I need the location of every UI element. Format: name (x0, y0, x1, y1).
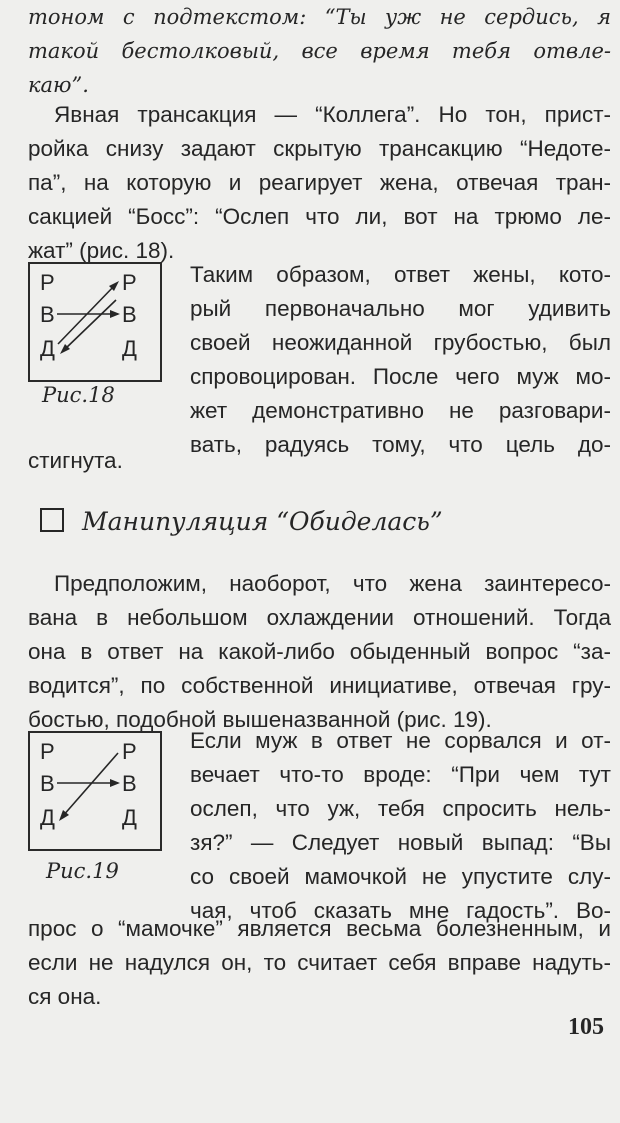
text-line: своей неожиданной грубостью, был (190, 330, 611, 355)
text-line: зя?” — Следует новый выпад: “Вы (190, 830, 611, 855)
fig18-right-v: В (122, 302, 137, 327)
fig19-right-v: В (122, 771, 137, 796)
text-line: прос о “мамочке” является весьма болезненным, и (28, 916, 611, 941)
text-line: Явная трансакция — “Коллега”. Но тон, прист- (54, 102, 611, 127)
text-line: бостью, подобной вышеназванной (рис. 19). (28, 707, 492, 732)
text-line: рый первоначально мог удивить (190, 296, 611, 321)
text-line: тоном с подтекстом: “Ты уж не сердись, я (28, 5, 611, 29)
text-line: такой бестолковый, все время тебя отвле- (28, 39, 611, 63)
figure-19-caption: Рис.19 (46, 859, 119, 883)
text-line: стигнута. (28, 448, 123, 473)
text-line: она в ответ на какой-либо обыденный вопрос “за- (28, 639, 611, 664)
fig19-left-p: Р (40, 739, 55, 764)
text-line: ройка снизу задают скрытую трансакцию “Недоте- (28, 136, 611, 161)
text-line: вать, радуясь тому, что цель до- (190, 432, 611, 457)
figure-18-diagram (28, 262, 162, 382)
text-line: вана в небольшом охлаждении отношений. Тогда (28, 605, 611, 630)
fig19-left-v: В (40, 771, 55, 796)
text-line: жат” (рис. 18). (28, 238, 175, 263)
figure-18-caption: Рис.18 (42, 383, 115, 407)
text-line: жет демонстративно не разговари- (190, 398, 611, 423)
text-line: чая, чтоб сказать мне гадость”. Во- (190, 898, 611, 923)
text-line: водится”, по собственной инициативе, отвечая гру- (28, 673, 611, 698)
text-line: спровоцирован. После чего муж мо- (190, 364, 611, 389)
text-line: па”, на которую и реагирует жена, отвечая тран- (28, 170, 611, 195)
text-line: ся она. (28, 984, 102, 1009)
text-line: со своей мамочкой не упустите слу- (190, 864, 611, 889)
fig18-right-p: Р (122, 270, 137, 295)
text-line: Предположим, наоборот, что жена заинтересо- (54, 571, 611, 596)
section-heading-text: Манипуляция “Обиделась” (82, 507, 443, 536)
fig19-right-p: Р (122, 739, 137, 764)
text-line: вечает что-то вроде: “При чем тут (190, 762, 611, 787)
checkbox-square-icon (40, 508, 64, 532)
figure-19-diagram (28, 731, 162, 851)
page-number: 105 (568, 1014, 604, 1040)
fig19-left-d: Д (40, 805, 55, 830)
section-heading (40, 505, 443, 539)
text-line: Если муж в ответ не сорвался и от- (190, 728, 611, 753)
figure-18-arrows (30, 264, 164, 384)
fig19-right-d: Д (122, 805, 137, 830)
fig18-left-d: Д (40, 336, 55, 361)
text-line: каю”. (28, 73, 89, 97)
figure-19-arrows (30, 733, 164, 853)
text-line: Таким образом, ответ жены, кото- (190, 262, 611, 287)
text-line: если не надулся он, то считает себя вправе надуть- (28, 950, 611, 975)
fig18-right-d: Д (122, 336, 137, 361)
text-line: сакцией “Босс”: “Ослеп что ли, вот на трюмо ле- (28, 204, 611, 229)
fig18-left-p: Р (40, 270, 55, 295)
fig18-left-v: В (40, 302, 55, 327)
text-line: ослеп, что уж, тебя спросить нель- (190, 796, 611, 821)
